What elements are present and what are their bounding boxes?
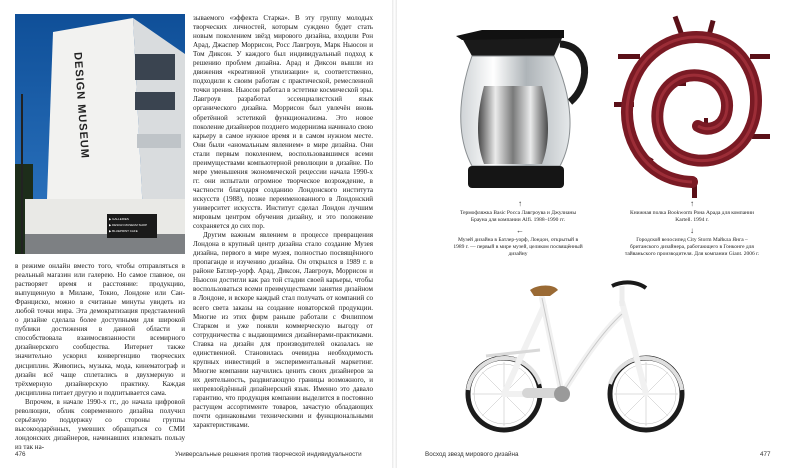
caption-museum: Музей дизайна в Батлер-уорф, Лондон, открытый в 1989 г. — первый в мире музей, целиком посвящённый дизайну [453,237,583,257]
caption-arrow-left: ← [516,226,524,235]
left-column-2 [193,14,373,454]
sign-line: ▶ GALLERIES [109,217,129,221]
page-number-right: 477 [760,451,771,458]
caption-arrow-down: ↓ [690,226,694,235]
page-number-left: 476 [15,451,26,458]
sign-line: ▶ BLUEPRINT CAFE [109,229,138,233]
city-storm-bicycle-photo [462,272,688,442]
bookworm-shelf-photo [612,14,772,198]
book-gutter [392,0,397,468]
caption-shelf: Книжная полка Bookworm Рона Арада для компании Kartell. 1994 г. [630,210,754,223]
caption-jug: Термофляжка Basic Росса Лавгроува и Джулианы Брауна для компании Alfi. 1988–1990 гг. [459,210,577,223]
body-paragraph: Другим важным явлением в процессе превращения Лондона в крупный центр дизайна стало создание Музея дизайна, первого в мире музея, полностью посвящённого пропаганде и изучению дизайна. Он открылся в 1989 г. в районе Батлер-уорф. Арад, Диксон, Лавгроув, Моррисон и Ньюсон достигли как раз той стадии своей карьеры, чтобы воспользоваться всеми преимуществами занятия дизайном в Лондоне, и вскоре каждый стал получать от компаний со всего света заказы на создание новаторской продукции. Многие из этих фирм раньше работали с Филиппом Старком и уже поняли коммерческую выгоду от сотрудничества с выдающимися дизайнерами-практиками. Ставка на дизайн для производителей оказалась не единственной. Становилась очевидна необходимость крупных инвестиций в экспериментальный маркетинг. Многие компании научились ценить своих дизайнеров за их деятельность, раздвигающую границы возможного, и непревзойдённый дизайнерский язык. Именно это давало гарантию, что продукция компании выделится в постоянно растущем ассортименте товаров, зачастую обладающих почти одинаковыми техническими и функциональными характеристиками. [193,231,373,430]
museum-facade-text: DESIGN MUSEUM [71,51,91,160]
body-paragraph: в режиме онлайн вместо того, чтобы отправляться в реальный магазин или галерею. Но самое главное, он растворяет время и расстояние: продукцию, выпущенную в Милане, Токио, Лондоне или Сан-Франциско, можно в считаные минуты увидеть из любой точки мира. Эта демократизация представлений о дизайне сделала более доступными для широкой публики достижения в данной области и способствовала взаимосвязанности всемирного дизайнерского сообщества. Интернет также значительно ускорил конвергенцию творческих дисциплин. Живопись, музыка, мода, кинематограф и дизайн всё чаще сплетались в двухмерную и трёхмерную дизайнерскую практику. Каждая дисциплина питает другую и подпитывается сама. [15,262,185,397]
design-museum-photo [15,14,185,254]
museum-sign [109,216,157,234]
running-title-left: Универсальные решения против творческой индивидуальности [175,451,362,458]
body-paragraph: зываемого «эффекта Старка». В эту группу молодых творческих личностей, которым суждено будет стать новым поколением звёзд мирового дизайна, входили Рон Арад, Джаспер Моррисон, Росс Лавгроув, Марк Ньюсон и Том Диксон. У каждого был индивидуальный подход к решению проблем дизайна. Арад и Диксон вышли из движения «креативной утилизации» и, соответственно, подходили к своим работам с практической, ремесленной точки зрения. Ньюсон работал в эстетике космической эры. Лавгроув разработал эссенциалистский язык органического дизайна. Моррисон был увлечён вновь обретённой эстетикой функционализма. Это новое поколение дизайнеров позднего модернизма начинало свою карьеру в самое нужное время и в самом нужном месте. Они были «аномальным явлением» в мире дизайна. Они стали первым поколением, воспользовавшимся всеми преимуществами компьютерной революции в дизайне. По мере уменьшения экономической рецессии начала 1990-х гг. они испытали огромное творческое возрождение, в частности благодаря созданию Лондонского института искусств (1988), позже переименованного в Лондонский университет искусств. Институт сделал Лондон лучшим мировым центром обучения дизайну, и это положение сохраняется до сих пор. [193,14,373,231]
left-column-1 [15,262,185,452]
caption-arrow-up: ↑ [518,199,522,208]
thermos-jug-photo [442,16,592,194]
caption-bike: Городской велосипед City Storm Майкла Янга – британского дизайнера, работающего в Гонконге для тайваньского производителя. Для компании Giant. 2006 г. [624,237,760,257]
caption-arrow-up: ↑ [690,199,694,208]
running-title-right: Восход звезд мирового дизайна [425,451,519,458]
sign-line: ▶ DESIGN MUSEUM SHOP [109,223,148,227]
body-paragraph: Впрочем, в начале 1990-х гг., до начала цифровой революции, облик современного дизайна получил серьёзную поддержку со стороны группы высокоодарённых, умевших обращаться со СМИ лондонских дизайнеров, начинавших извлекать пользу из так на- [15,397,185,451]
